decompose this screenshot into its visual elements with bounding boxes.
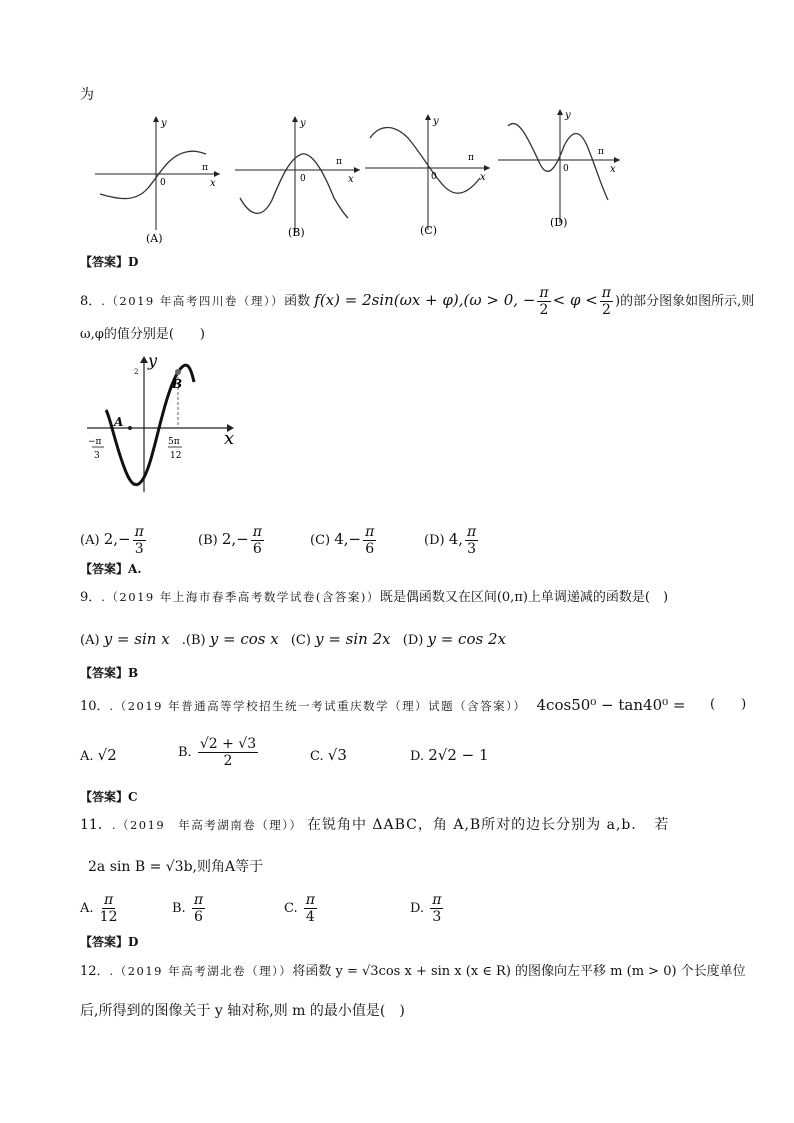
svg-text:B: B — [172, 377, 183, 391]
question-10: 10．.（2019 年普通高等学校招生统一考试重庆数学（理）试题（含答案）） 4cos50⁰ − tan40⁰ = — [80, 696, 686, 714]
svg-text:−π: −π — [88, 437, 102, 447]
svg-text:3: 3 — [94, 451, 100, 461]
svg-text:π: π — [468, 153, 474, 163]
q10-option-b: B. $\frac{√2 + √3}{2}$ — [178, 736, 257, 769]
svg-text:x: x — [480, 172, 486, 183]
graph-panel-c — [365, 114, 490, 237]
svg-text:y: y — [565, 110, 571, 121]
question-11-line2: 2a sin B = √3b,则角A等于 — [88, 859, 264, 875]
panel-label-a: (A) — [146, 232, 163, 245]
graph-panel-a — [95, 116, 220, 245]
answer-q10: 【答案】C — [80, 790, 138, 804]
panel-label-d: (D) — [550, 216, 568, 229]
q8-option-d: (D) 4, $\frac{\pi}{3}$ — [424, 524, 477, 557]
q11-option-c: C. $\frac{\pi}{4}$ — [284, 892, 315, 925]
svg-text:π: π — [598, 147, 604, 157]
question-12-line2: 后,所得到的图像关于 y 轴对称,则 m 的最小值是( ) — [80, 1003, 405, 1019]
q10-option-d: D. 2√2 − 1 — [410, 746, 489, 764]
svg-text:x: x — [348, 174, 354, 185]
q8-option-b: (B) 2,− $\frac{\pi}{6}$ — [198, 524, 262, 557]
svg-text:y: y — [300, 118, 306, 129]
svg-text:0: 0 — [563, 164, 569, 174]
q8-option-a: (A) 2,− $\frac{\pi}{3}$ — [80, 524, 144, 557]
svg-text:5π: 5π — [168, 437, 180, 447]
q11-option-a: A. $\frac{\pi}{12}$ — [80, 892, 118, 925]
q10-option-a: A. √2 — [80, 746, 117, 764]
svg-text:y: y — [433, 116, 439, 127]
panel-label-c: (C) — [420, 224, 437, 237]
svg-text:0: 0 — [300, 174, 306, 184]
svg-text:x: x — [224, 428, 235, 449]
axis-y-a: y — [161, 118, 167, 129]
q9-options: (A) y = sin x .(B) y = cos x (C) y = sin 2x (D) y = cos 2x — [80, 630, 506, 648]
q8-graph — [82, 352, 242, 502]
question-12: 12．.（2019 年高考湖北卷（理））将函数 y = √3cos x + sin x (x ∈ R) 的图像向左平移 m (m > 0) 个长度单位 — [80, 964, 746, 979]
q11-option-b: B. $\frac{\pi}{6}$ — [172, 892, 204, 925]
svg-text:2: 2 — [134, 368, 139, 376]
question-8-line2: ω,φ的值分别是( ) — [80, 327, 205, 342]
svg-text:x: x — [210, 178, 216, 189]
graph-panel-b — [235, 116, 360, 239]
answer-q9: 【答案】B — [80, 666, 139, 680]
answer-q11: 【答案】D — [80, 935, 139, 949]
graph-panel-d — [498, 109, 620, 229]
svg-text:y: y — [148, 352, 158, 370]
svg-text:0: 0 — [160, 178, 166, 188]
svg-text:12: 12 — [170, 451, 182, 461]
svg-text:A: A — [114, 415, 124, 429]
question-9: 9．.（2019 年上海市春季高考数学试卷(含答案)）既是偶函数又在区间(0,π)上单调递减的函数是( ) — [80, 590, 669, 605]
q10-option-c: C. √3 — [310, 746, 347, 764]
q7-graphs — [90, 108, 630, 248]
answer-q8: 【答案】A. — [80, 562, 142, 576]
svg-text:π: π — [202, 163, 208, 173]
svg-text:0: 0 — [431, 172, 437, 182]
q8-option-c: (C) 4,− $\frac{\pi}{6}$ — [310, 524, 375, 557]
q11-option-d: D. $\frac{\pi}{3}$ — [410, 892, 442, 925]
intro-text: 为 — [80, 87, 94, 103]
q10-paren: ( ) — [710, 697, 747, 712]
svg-text:x: x — [610, 164, 616, 175]
question-11: 11．.（2019 年高考湖南卷（理）） 在锐角中 ΔABC，角 A,B所对的边长分别为 a,b． 若 — [80, 817, 670, 833]
answer-q7: 【答案】D — [80, 255, 139, 269]
svg-text:π: π — [336, 157, 342, 167]
question-8: 8．.（2019 年高考四川卷（理））函数 f(x) = 2sin(ωx + φ),(ω > 0, − $\frac{\pi}{2}$ < φ < $\frac{\pi}{2}$ )的部分图象如图所示,则 — [80, 285, 755, 318]
panel-label-b: (B) — [288, 226, 305, 239]
